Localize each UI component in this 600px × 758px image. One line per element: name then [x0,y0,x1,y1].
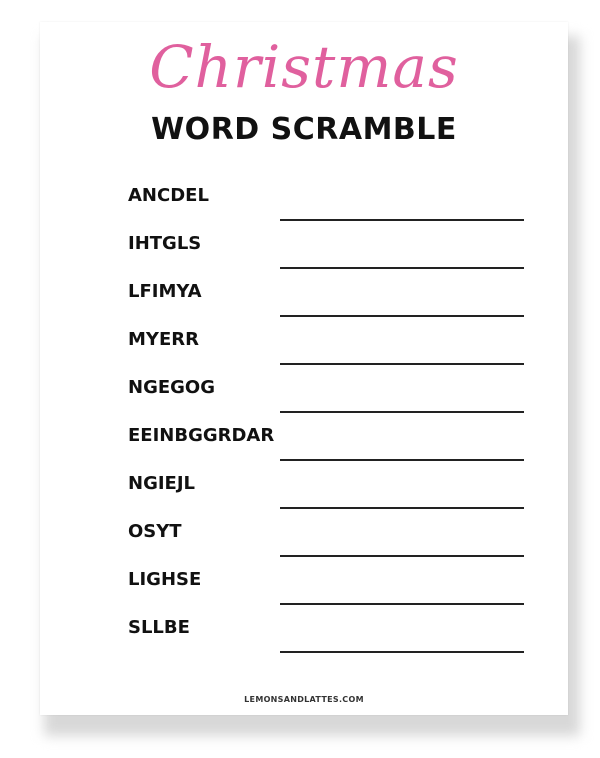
footer-site: LEMONSANDLATTES.COM [244,695,364,704]
list-item [128,422,528,470]
list-item [128,326,528,374]
list-item [128,230,528,278]
scrambled-word: MYERR [128,329,199,350]
scrambled-word: LIGHSE [128,569,202,590]
list-item [128,278,528,326]
answer-line [280,555,524,557]
answer-line [280,507,524,509]
scrambled-word: LFIMYA [128,281,202,302]
scrambled-word: OSYT [128,521,182,542]
list-item [128,182,528,230]
scrambled-word: IHTGLS [128,233,202,254]
answer-line [280,219,524,221]
list-item [128,470,528,518]
scrambled-word: NGIEJL [128,473,195,494]
list-item [128,614,528,662]
script-title: Christmas [149,33,459,101]
list-item [128,518,528,566]
answer-line [280,651,524,653]
scrambled-word: EEINBGGRDAR [128,425,275,446]
answer-line [280,459,524,461]
word-list [128,182,528,662]
list-item [128,374,528,422]
answer-line [280,315,524,317]
answer-line [280,363,524,365]
scrambled-word: ANCDEL [128,185,209,206]
list-item [128,566,528,614]
worksheet [40,22,568,715]
scrambled-word: NGEGOG [128,377,215,398]
answer-line [280,603,524,605]
answer-line [280,267,524,269]
answer-line [280,411,524,413]
scrambled-word: SLLBE [128,617,190,638]
page-title: WORD SCRAMBLE [151,112,457,147]
